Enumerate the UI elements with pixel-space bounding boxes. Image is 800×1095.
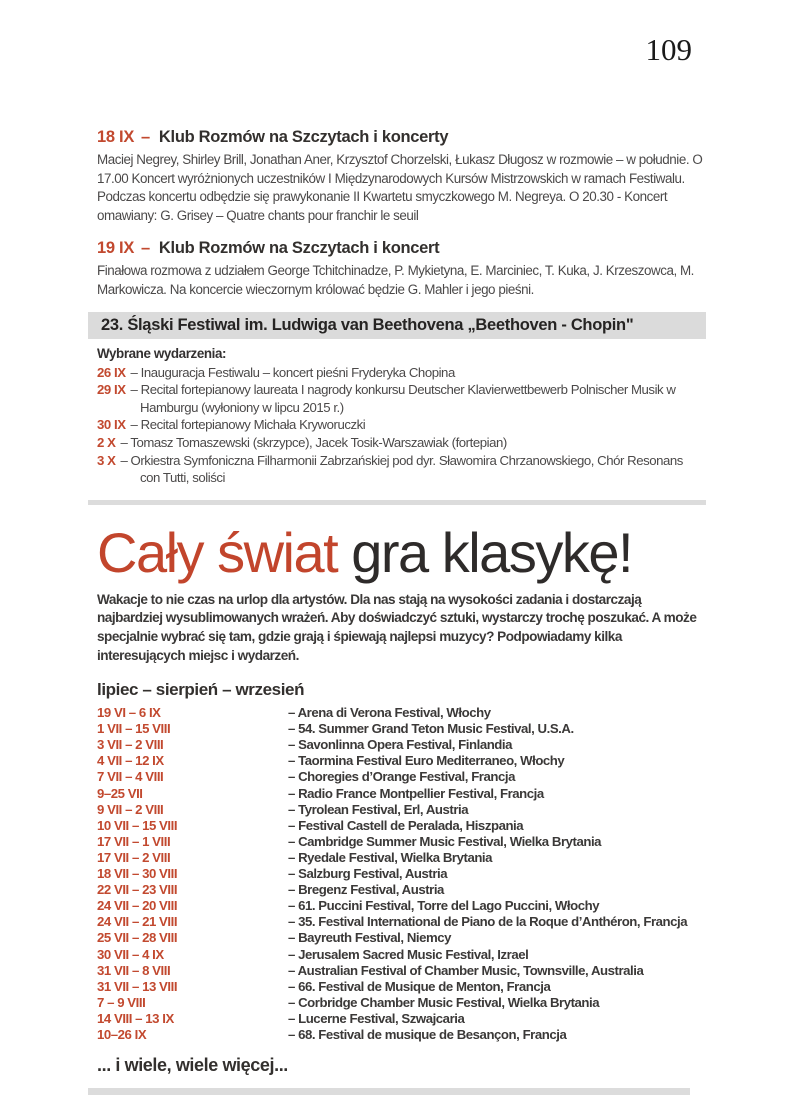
bottom-bar	[88, 1088, 690, 1095]
festival-row	[97, 818, 706, 834]
event-text: – Recital fortepianowy Michała Kryworuczki	[130, 417, 366, 433]
festival-date-range: 25 VII – 28 VIII	[97, 930, 178, 946]
festival-name: – Cambridge Summer Music Festival, Wielka Brytania	[288, 833, 602, 849]
festival-date-range: 9–25 VII	[97, 785, 143, 801]
event-item	[97, 434, 706, 452]
festival-name: – Salzburg Festival, Austria	[288, 866, 448, 882]
festival-name: – 35. Festival International de Piano de la Roque d’Anthéron, Francja	[288, 914, 688, 930]
event-date: 26 IX	[97, 364, 126, 380]
festival-date-range: 24 VII – 21 VIII	[97, 914, 178, 930]
festival-list	[97, 705, 706, 1043]
event-text: – Orkiestra Symfoniczna Filharmonii Zabrzańskiej pod dyr. Sławomira Chrzanowskiego, Chór Resonans con Tutti, soliści	[120, 452, 683, 486]
festival-row	[97, 995, 706, 1011]
festival-name: – 54. Summer Grand Teton Music Festival, U.S.A.	[288, 721, 574, 737]
festival-row	[97, 882, 706, 898]
event-date: 30 IX	[97, 417, 126, 433]
festival-date-range: 3 VII – 2 VIII	[97, 737, 164, 753]
festival-date-range: 31 VII – 8 VIII	[97, 962, 171, 978]
festival-row	[97, 802, 706, 818]
festival-name: – Festival Castell de Peralada, Hiszpania	[288, 817, 524, 833]
festival-name: – 66. Festival de Musique de Menton, Francja	[288, 978, 551, 994]
festival-row	[97, 705, 706, 721]
festival-row	[97, 898, 706, 914]
festival-date-range: 24 VII – 20 VIII	[97, 898, 178, 914]
selected-events-list	[97, 364, 706, 487]
festival-row	[97, 930, 706, 946]
heading-dash: –	[141, 128, 150, 146]
event-item	[97, 381, 706, 416]
section-title: Klub Rozmów na Szczytach i koncert	[158, 239, 440, 258]
festival-row	[97, 963, 706, 979]
festival-row	[97, 721, 706, 737]
festival-name: – Choregies d’Orange Festival, Francja	[288, 769, 515, 785]
festival-date-range: 9 VII – 2 VIII	[97, 801, 164, 817]
festival-name: – Ryedale Festival, Wielka Brytania	[288, 849, 493, 865]
festival-name: – Bayreuth Festival, Niemcy	[288, 930, 452, 946]
festival-row	[97, 753, 706, 769]
festival-date-range: 14 VIII – 13 IX	[97, 1010, 174, 1026]
event-date: 2 X	[97, 434, 116, 450]
festival-row	[97, 1011, 706, 1027]
festival-date-range: 22 VII – 23 VIII	[97, 882, 178, 898]
festival-date-range: 18 VII – 30 VIII	[97, 866, 178, 882]
festival-row	[97, 769, 706, 785]
festival-date-range: 17 VII – 2 VIII	[97, 849, 171, 865]
festival-date-range: 7 – 9 VIII	[97, 994, 146, 1010]
festival-name: – Australian Festival of Chamber Music, Townsville, Australia	[288, 962, 644, 978]
selected-events-label: Wybrane wydarzenia:	[97, 345, 227, 361]
event-date: 3 X	[97, 452, 116, 468]
festival-row	[97, 1027, 706, 1043]
festival-date-range: 10 VII – 15 VIII	[97, 817, 178, 833]
festival-date-range: 7 VII – 4 VIII	[97, 769, 164, 785]
festival-date-range: 19 VI – 6 IX	[97, 705, 161, 721]
festival-name: – Corbridge Chamber Music Festival, Wielka Brytania	[288, 994, 600, 1010]
festival-date-range: 4 VII – 12 IX	[97, 753, 164, 769]
heading-dash: –	[141, 239, 150, 258]
festival-name: – Tyrolean Festival, Erl, Austria	[288, 801, 469, 817]
event-item	[97, 416, 706, 434]
festival-name: – Radio France Montpellier Festival, Francja	[288, 785, 544, 801]
festival-name: – Savonlinna Opera Festival, Finlandia	[288, 737, 513, 753]
festival-name: – Jerusalem Sacred Music Festival, Izrael	[288, 946, 529, 962]
festival-row	[97, 786, 706, 802]
festival-name: – 61. Puccini Festival, Torre del Lago Puccini, Włochy	[288, 898, 600, 914]
months-heading: lipiec – sierpień – wrzesień	[97, 680, 305, 700]
divider-bar	[88, 500, 706, 505]
festival-name: – Taormina Festival Euro Mediterraneo, Włochy	[288, 753, 565, 769]
festival-name: – Arena di Verona Festival, Włochy	[288, 705, 491, 721]
festival-name: – Lucerne Festival, Szwajcaria	[288, 1010, 465, 1026]
festival-name: – Bregenz Festival, Austria	[288, 882, 444, 898]
section-title: Klub Rozmów na Szczytach i koncerty	[158, 128, 449, 146]
festival-date-range: 31 VII – 13 VIII	[97, 978, 178, 994]
page-number: 109	[645, 32, 692, 67]
festival-row	[97, 834, 706, 850]
section-body-18ix: Maciej Negrey, Shirley Brill, Jonathan Aner, Krzysztof Chorzelski, Łukasz Długosz w rozmowie – w południe. O 17.00 Koncert wyróżnionych uczestników I Międzynarodowych Kursów Mistrzowskich w ramach Festiwalu. Podczas koncertu odbędzie się prawykonanie II Kwartetu smyczkowego M. Negreya. O 20.30 - Koncert omawiany: G. Grisey – Quatre chants pour franchir le seuil	[97, 152, 703, 223]
festival-row	[97, 979, 706, 995]
feature-outro: ... i wiele, wiele więcej...	[97, 1055, 288, 1076]
festival-row	[97, 947, 706, 963]
event-item	[97, 452, 706, 487]
section-body-19ix: Finałowa rozmowa z udziałem George Tchitchinadze, P. Mykietyna, E. Marciniec, T. Kuka, J. Krzeszowca, M. Markowicza. Na koncercie wieczornym królować będzie G. Mahler i jego pieśni.	[97, 263, 694, 297]
event-text: – Recital fortepianowy laureata I nagrody konkursu Deutscher Klavierwettbewerb Polnischer Musik w Hamburgu (wyłoniony w lipcu 2015 r.)	[130, 382, 676, 415]
festival-row	[97, 914, 706, 930]
event-item	[97, 364, 706, 382]
festival-date-range: 10–26 IX	[97, 1026, 147, 1042]
festival-row	[97, 850, 706, 866]
feature-title-rest: gra klasykę!	[337, 520, 633, 584]
feature-title	[97, 520, 706, 584]
festival-name: – 68. Festival de musique de Besançon, Francja	[288, 1026, 567, 1042]
feature-title-accent: Cały świat	[97, 520, 338, 584]
festival-row	[97, 737, 706, 753]
event-text: – Tomasz Tomaszewski (skrzypce), Jacek Tosik-Warszawiak (fortepian)	[120, 434, 507, 450]
section-date: 18 IX	[97, 128, 135, 146]
feature-intro: Wakacje to nie czas na urlop dla artystów. Dla nas stają na wysokości zadania i dostarczają najbardziej wysublimowanych wrażeń. Aby doświadczyć sztuki, wystarczy trochę poszukać. A może specjalnie wybrać się tam, gdzie grają i śpiewają najlepsi muzycy? Podpowiadamy kilka interesujących miejsc i wydarzeń.	[97, 591, 697, 663]
festival-row	[97, 866, 706, 882]
festival-date-range: 1 VII – 15 VIII	[97, 721, 171, 737]
event-text: – Inauguracja Festiwalu – koncert pieśni Fryderyka Chopina	[130, 364, 455, 380]
section-date: 19 IX	[97, 239, 135, 258]
festival-date-range: 30 VII – 4 IX	[97, 946, 164, 962]
event-date: 29 IX	[97, 382, 126, 398]
festival-date-range: 17 VII – 1 VIII	[97, 833, 171, 849]
festival-banner: 23. Śląski Festiwal im. Ludwiga van Beethovena „Beethoven - Chopin"	[88, 312, 706, 339]
section-heading-18ix	[97, 128, 706, 147]
section-heading-19ix	[97, 239, 706, 258]
